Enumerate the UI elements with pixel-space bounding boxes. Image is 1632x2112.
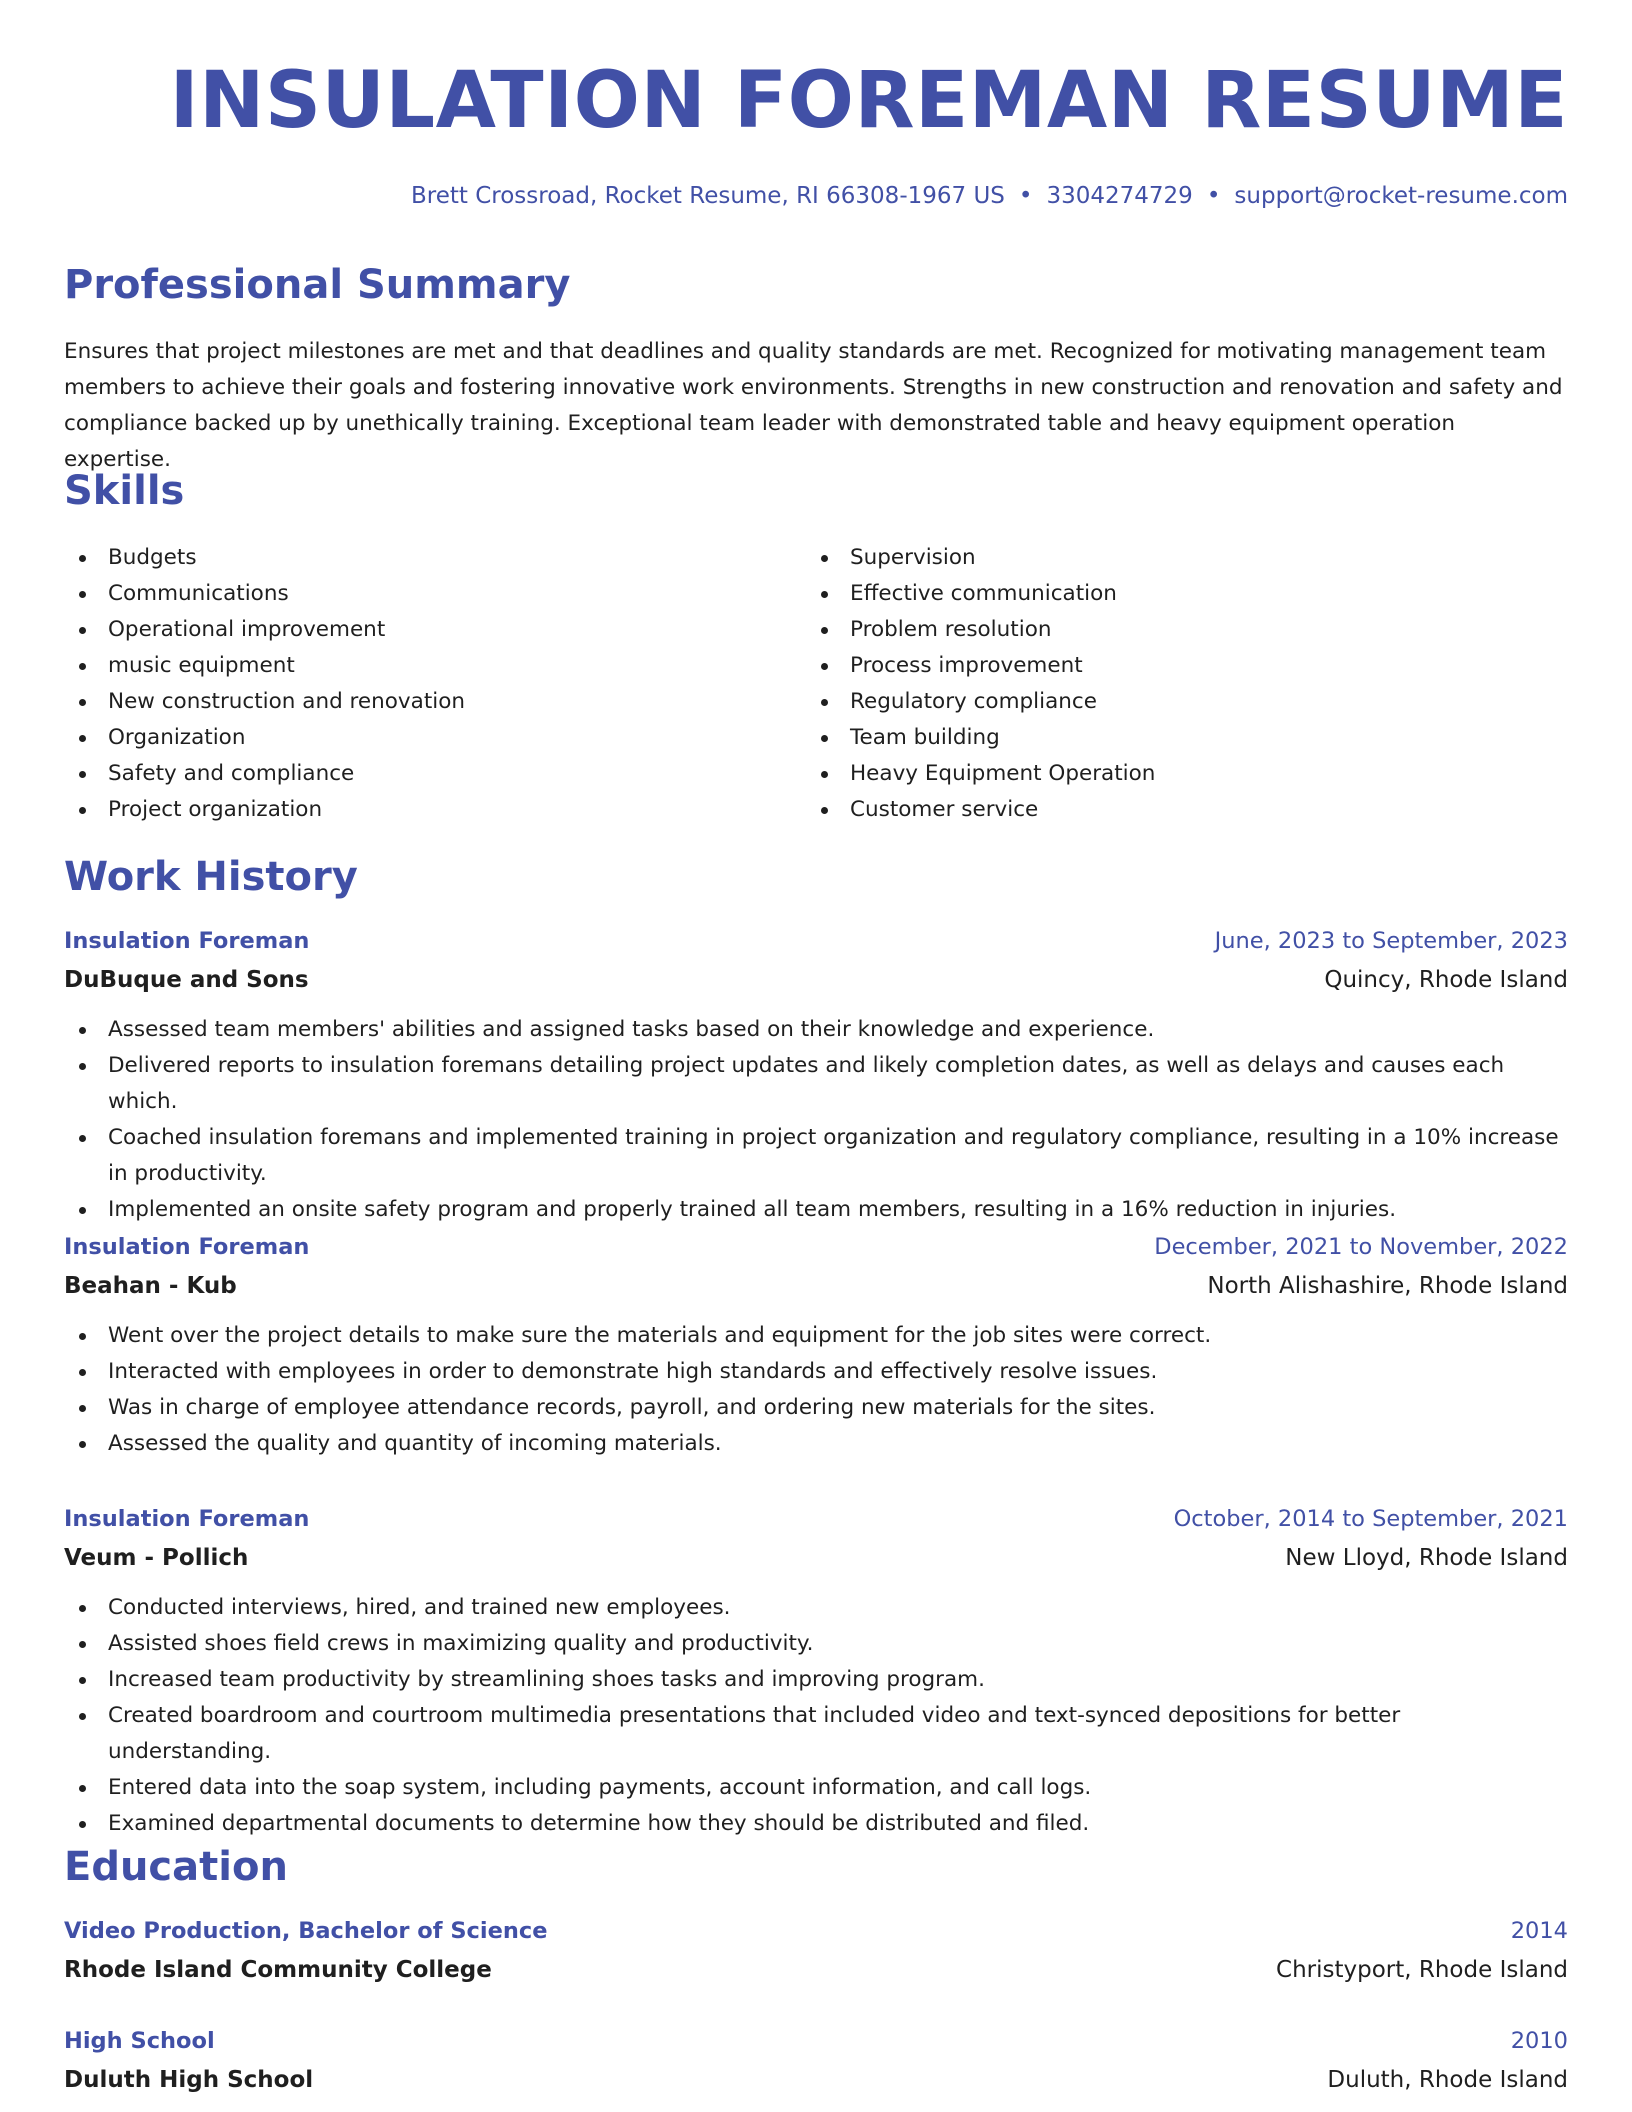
contact-phone: 3304274729: [1046, 183, 1193, 209]
skill-item: Project organization: [64, 792, 806, 828]
job-location: Quincy, Rhode Island: [1324, 967, 1568, 993]
job-bullets: [64, 1012, 1568, 1228]
job-dates: October, 2014 to September, 2021: [1173, 1506, 1568, 1532]
job-bullets: [64, 1318, 1568, 1462]
skill-item: Operational improvement: [64, 612, 806, 648]
contact-email[interactable]: support@rocket-resume.com: [1234, 183, 1568, 209]
job-title: Insulation Foreman: [64, 1506, 310, 1532]
skill-item: Safety and compliance: [64, 756, 806, 792]
job-bullet: Examined departmental documents to determine how they should be distributed and filed.: [64, 1806, 1568, 1842]
education-degree: Video Production, Bachelor of Science: [64, 1918, 548, 1944]
job-bullet: Assisted shoes field crews in maximizing quality and productivity.: [64, 1626, 1568, 1662]
skill-item: Communications: [64, 576, 806, 612]
contact-address: Brett Crossroad, Rocket Resume, RI 66308-1967 US: [410, 183, 1005, 209]
skills-column-right: [806, 540, 1548, 828]
job-title: Insulation Foreman: [64, 1234, 310, 1260]
job-bullet: Coached insulation foremans and implemented training in project organization and regulatory compliance, resulting in a 10% increase in productivity.: [64, 1120, 1568, 1192]
education-degree: High School: [64, 2028, 215, 2054]
job-bullet: Went over the project details to make sure the materials and equipment for the job sites were correct.: [64, 1318, 1568, 1354]
education-year: 2010: [1510, 2028, 1568, 2054]
skills-list: [64, 540, 1568, 828]
skill-item: Team building: [806, 720, 1548, 756]
job-bullet: Conducted interviews, hired, and trained new employees.: [64, 1590, 1568, 1626]
job-bullet: Was in charge of employee attendance records, payroll, and ordering new materials for the sites.: [64, 1390, 1568, 1426]
education-entry: [64, 2022, 1568, 2100]
job-entry: [64, 1228, 1568, 1462]
skill-item: music equipment: [64, 648, 806, 684]
education-location: Duluth, Rhode Island: [1327, 2067, 1568, 2093]
skill-item: Supervision: [806, 540, 1548, 576]
summary-text: Ensures that project milestones are met and that deadlines and quality standards are met. Recognized for motivating management team members to achieve their goals and fostering innovative work environments. Strengths in new construction and renovation and safety and compliance backed up by unethically training. Exceptional team leader with demonstrated table and heavy equipment operation expertise.: [64, 339, 1563, 472]
job-company: DuBuque and Sons: [64, 967, 309, 993]
job-bullet: Assessed the quality and quantity of incoming materials.: [64, 1426, 1568, 1462]
contact-line: [411, 180, 1568, 212]
job-bullet: Entered data into the soap system, including payments, account information, and call logs.: [64, 1770, 1568, 1806]
job-location: North Alishashire, Rhode Island: [1207, 1273, 1568, 1299]
page-title: INSULATION FOREMAN RESUME: [169, 56, 1568, 146]
job-title: Insulation Foreman: [64, 928, 310, 954]
skill-item: Process improvement: [806, 648, 1548, 684]
job-bullet: Interacted with employees in order to demonstrate high standards and effectively resolve issues.: [64, 1354, 1568, 1390]
education-entry: [64, 1912, 1568, 1990]
summary-heading: Professional Summary: [64, 262, 571, 308]
job-bullet: Delivered reports to insulation foremans detailing project updates and likely completion dates, as well as delays and causes each which.: [64, 1048, 1568, 1120]
job-dates: June, 2023 to September, 2023: [1214, 928, 1568, 954]
job-bullets: [64, 1590, 1568, 1842]
skill-item: New construction and renovation: [64, 684, 806, 720]
skill-item: Regulatory compliance: [806, 684, 1548, 720]
job-bullet: Increased team productivity by streamlining shoes tasks and improving program.: [64, 1662, 1568, 1698]
job-entry: [64, 1500, 1568, 1842]
job-entry: [64, 922, 1568, 1228]
education-year: 2014: [1510, 1918, 1568, 1944]
education-heading: Education: [64, 1844, 288, 1890]
skill-item: Customer service: [806, 792, 1548, 828]
job-location: New Lloyd, Rhode Island: [1285, 1545, 1568, 1571]
job-company: Beahan - Kub: [64, 1273, 237, 1299]
education-school: Duluth High School: [64, 2067, 314, 2093]
skill-item: Effective communication: [806, 576, 1548, 612]
skill-item: Problem resolution: [806, 612, 1548, 648]
skills-heading: Skills: [64, 468, 185, 514]
skill-item: Heavy Equipment Operation: [806, 756, 1548, 792]
job-bullet: Implemented an onsite safety program and properly trained all team members, resulting in a 16% reduction in injuries.: [64, 1192, 1568, 1228]
job-bullet: Created boardroom and courtroom multimedia presentations that included video and text-synced depositions for better understanding.: [64, 1698, 1568, 1770]
contact-separator: •: [1018, 183, 1033, 209]
education-location: Christyport, Rhode Island: [1276, 1957, 1568, 1983]
job-dates: December, 2021 to November, 2022: [1154, 1234, 1568, 1260]
contact-separator: •: [1206, 183, 1221, 209]
job-company: Veum - Pollich: [64, 1545, 249, 1571]
skill-item: Budgets: [64, 540, 806, 576]
work-history-heading: Work History: [64, 854, 358, 900]
skill-item: Organization: [64, 720, 806, 756]
skills-column-left: [64, 540, 806, 828]
job-bullet: Assessed team members' abilities and assigned tasks based on their knowledge and experience.: [64, 1012, 1568, 1048]
education-school: Rhode Island Community College: [64, 1957, 492, 1983]
